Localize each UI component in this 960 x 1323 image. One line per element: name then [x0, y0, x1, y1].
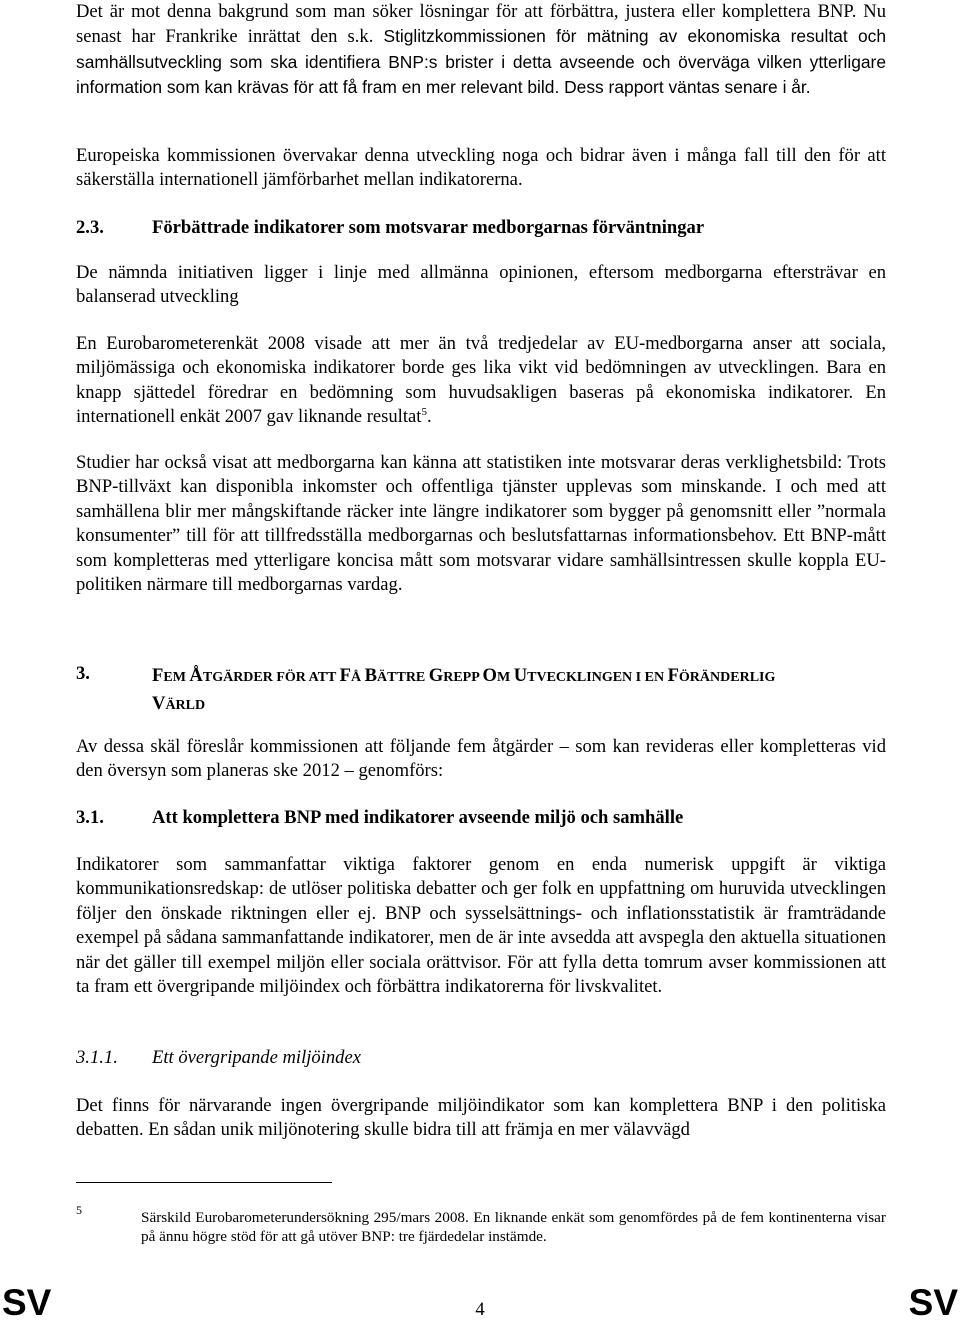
heading-3-line-1-rest-3: ÄTTRE [377, 670, 429, 685]
section-title-line-2 [152, 693, 205, 714]
paragraph-commission: Europeiska kommissionen övervakar denna utveckling noga och bidrar även i många fall till den för att säkerställa internationell jämförbarhet mellan indikatorerna. [76, 145, 886, 191]
heading-3-line-1-rest-2: Å [351, 670, 365, 685]
footnote-number: 5 [76, 1203, 82, 1217]
heading-3-line-1-cap-5: O [482, 665, 497, 686]
footnote-text: Särskild Eurobarometerundersökning 295/mars 2008. En liknande enkät som genomfördes på de fem kontinenterna visar på ännu högre stöd för att gå utöver BNP: tre fjärdedelar instämde. [141, 1209, 886, 1245]
heading-3-line-1-cap-2: F [339, 665, 351, 686]
heading-3-line-1-cap-3: B [364, 665, 378, 686]
paragraph-intro [76, 0, 886, 101]
heading-3-line-1-rest-7: ÖRÄNDERLIG [678, 670, 776, 685]
section-number: 3.1.1. [76, 1047, 118, 1068]
heading-3-line-2-rest-0: ÄRLD [165, 698, 206, 713]
paragraph-environment-index: Det finns för närvarande ingen övergripande miljöindikator som kan komplettera BNP i den politiska debatten. En sådan unik miljönotering skulle bidra till att främja en mer välavvägd [76, 1095, 886, 1141]
section-number: 3.1. [76, 807, 104, 828]
section-number: 3. [76, 663, 90, 684]
heading-3-line-1-cap-4: G [428, 665, 444, 686]
paragraph-intro-sans: Stiglitzkommissionen för mätning av ekonomiska resultat och samhällsutveckling som ska identifiera BNP:s brister i detta avseende och överväga vilken ytterligare information som kan krävas för att få fram en mer relevant bild. Dess rapport väntas senare i år. [76, 26, 886, 98]
paragraph-eurobarometer-text: En Eurobarometerenkät 2008 visade att mer än två tredjedelar av EU-medborgarna anser att sociala, miljömässiga och ekonomiska indikatorer borde ges lika vikt vid bedömningen av utvecklingen. Bara en knapp sjättedel föredrar en bedömning som huvudsakligen baseras på ekonomiska indikatorer. En internationell enkät 2007 gav liknande resultat [76, 333, 886, 428]
footer-language-code-right: SV [908, 1282, 958, 1323]
heading-3-line-1-cap-1: Å [189, 665, 203, 686]
heading-3-line-1-rest-1: TGÄRDER FÖR ATT [202, 670, 340, 685]
section-number: 2.3. [76, 217, 104, 238]
heading-3-line-1-rest-4: REPP [443, 670, 483, 685]
heading-3-line-1-cap-7: F [667, 665, 679, 686]
heading-3-line-2-cap-0: V [152, 693, 166, 714]
heading-3-line-1-rest-0: EM [163, 670, 190, 685]
paragraph-indicators: Indikatorer som sammanfattar viktiga faktorer genom en enda numerisk uppgift är viktiga kommunikationsredskap: de utlöser politiska debatter och ger folk en uppfattning om huruvida utvecklingen följer den önskade riktningen eller ej. BNP och sysselsättnings- och inflationsstatistik är framträdande exempel på sådana sammanfattande indikatorer, men de är inte avsedda att avspegla den aktuella situationen när det gäller till exempel miljön eller sociala orättvisor. För att fylla detta tomrum avser kommissionen att ta fram ett övergripande miljöindex och förbättra indikatorerna för livskvalitet. [76, 854, 886, 998]
heading-3-line-1-rest-5: M [496, 670, 514, 685]
paragraph-eurobarometer [76, 332, 886, 430]
section-heading-2-3 [76, 216, 896, 240]
page-number: 4 [475, 1299, 485, 1320]
paragraph-eurobarometer-end: . [426, 406, 432, 428]
footnote-separator [76, 1182, 332, 1183]
footnote-reference: 5 [421, 406, 427, 419]
heading-3-line-1-rest-6: TVECKLINGEN I EN [527, 670, 668, 685]
paragraph-intro-serif: Det är mot denna bakgrund som man söker lösningar för att förbättra, justera eller komplettera BNP. Nu senast har Frankrike inrättat den s.k. [76, 1, 886, 48]
paragraph-studies: Studier har också visat att medborgarna kan känna att statistiken inte motsvarar deras verklighetsbild: Trots BNP-tillväxt kan disponibla inkomster och offentliga tjänster upplevas som minskande. I och med att samhällena blir mer mångskiftande räcker inte längre indikatorer som bygger på genomsnitt eller ”normala konsumenter” till för att tillfredsställa medborgarnas och beslutsfattarnas informationsbehov. Ett BNP-mått som kompletteras med ytterligare koncisa mått som motsvarar vidare samhällsintressen skulle koppla EU-politiken närmare till medborgarnas vardag. [76, 452, 886, 596]
section-heading-3 [76, 663, 896, 719]
section-title-line-1 [152, 665, 775, 686]
section-title [152, 663, 892, 719]
paragraph-initiatives: De nämnda initiativen ligger i linje med allmänna opinionen, eftersom medborgarna eftersträvar en balanserad utveckling [76, 262, 886, 308]
paragraph-five-measures: Av dessa skäl föreslår kommissionen att följande fem åtgärder – som kan revideras eller kompletteras vid den översyn som planeras ske 2012 – genomförs: [76, 736, 886, 782]
footer-language-code-left: SV [2, 1282, 52, 1323]
section-heading-3-1-1 [76, 1046, 896, 1070]
section-title: Att komplettera BNP med indikatorer avseende miljö och samhälle [152, 807, 684, 828]
section-heading-3-1 [76, 806, 896, 830]
section-title: Förbättrade indikatorer som motsvarar medborgarnas förväntningar [152, 217, 705, 238]
heading-3-line-1-cap-6: U [513, 665, 528, 686]
heading-3-line-1-cap-0: F [152, 665, 164, 686]
section-title: Ett övergripande miljöindex [152, 1047, 361, 1068]
